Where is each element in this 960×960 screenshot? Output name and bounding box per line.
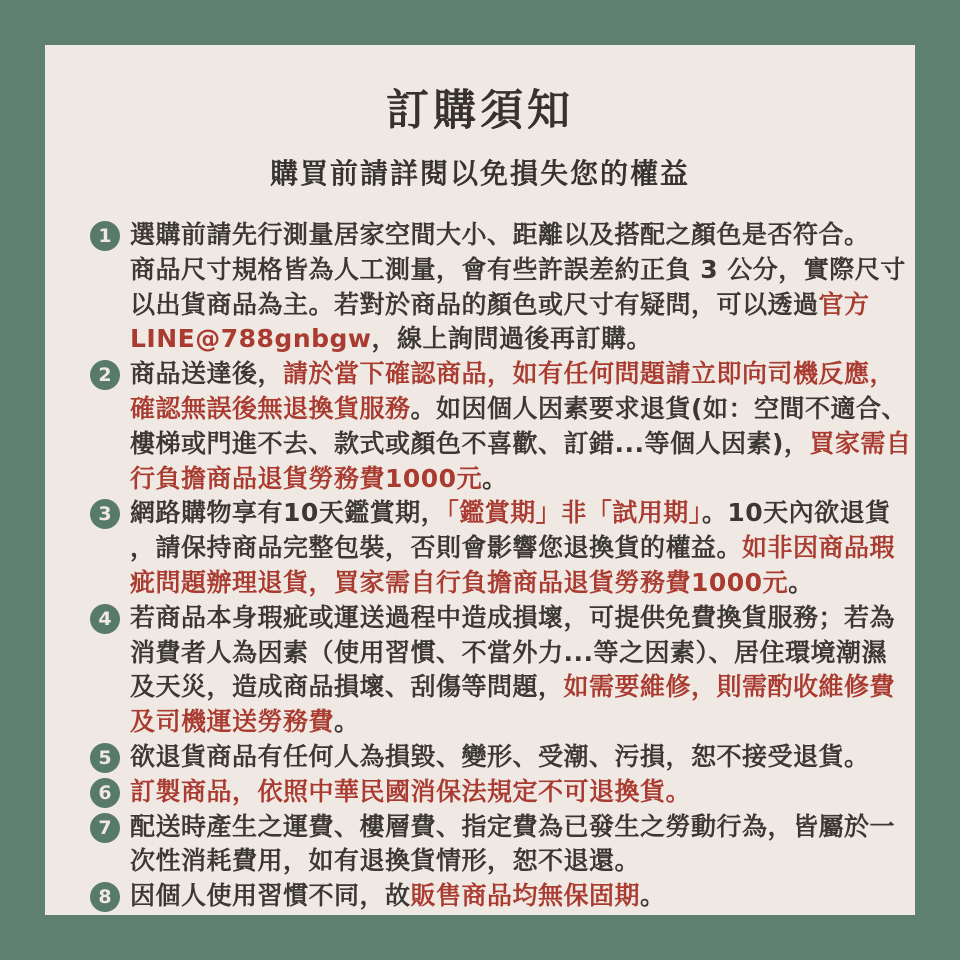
notice-item-3 [90, 496, 896, 600]
notice-panel [45, 45, 915, 915]
notice-item-1 [90, 218, 906, 357]
notice-text-segment: 商品尺寸規格皆為人工測量，會有些許誤差約正負 3 公分，實際尺寸 [130, 254, 906, 284]
notice-text-segment: 如非因商品瑕 [742, 533, 896, 563]
notice-text-segment: 。10天內欲退貨 [701, 498, 891, 528]
notice-text-segment: 。 [640, 881, 666, 911]
notice-text-segment: 消費者人為因素（使用習慣、不當外力...等之因素）、居住環境潮濕 [130, 637, 887, 667]
notice-line [130, 427, 912, 462]
notice-text-segment: 網路購物享有10天鑑賞期， [130, 498, 447, 528]
notice-text-segment: 及司機運送勞務費 [130, 707, 335, 737]
notice-item-4 [90, 601, 896, 740]
notice-line [130, 357, 896, 392]
notice-text-segment: ，線上詢問過後再訂購。 [371, 324, 653, 354]
item-number-badge: 8 [90, 882, 120, 912]
notice-line [130, 322, 877, 357]
item-number-badge: 1 [90, 221, 120, 251]
item-number-badge: 6 [90, 778, 120, 808]
notice-text-segment: 販售商品均無保固期 [410, 881, 641, 911]
notice-text-segment: 買家需自 [809, 428, 912, 458]
notice-text [130, 601, 896, 740]
notice-text-segment: 商品送達後， [130, 359, 284, 389]
notice-text [130, 218, 906, 357]
notice-text-segment: 次性消耗費用，如有退換貨情形，恕不退還。 [130, 846, 641, 876]
notice-line [130, 879, 877, 914]
item-number-badge: 5 [90, 743, 120, 773]
notice-text-segment: 。 [334, 707, 360, 737]
notice-line [130, 601, 896, 636]
notice-line [130, 740, 877, 775]
item-number-badge: 4 [90, 604, 120, 634]
notice-line [130, 636, 887, 671]
notice-text-segment: 「鑑賞期」非「試用期」 [446, 498, 702, 528]
item-number-badge: 7 [90, 813, 120, 843]
notice-line [130, 810, 896, 845]
notice-text-segment: 確認無誤後無退換貨服務 [130, 393, 411, 423]
notice-text [130, 879, 877, 914]
notice-text-segment: 官方 [818, 289, 870, 319]
notice-line [130, 218, 877, 253]
notice-line [130, 288, 877, 323]
notice-item-7 [90, 810, 896, 880]
item-number-badge: 2 [90, 360, 120, 390]
notice-text [130, 496, 896, 600]
notice-text-segment: 訂製商品，依照中華民國消保法規定不可退換貨。 [130, 776, 692, 806]
notice-item-5 [90, 740, 877, 775]
notice-text-segment: 。 [482, 463, 508, 493]
notice-line [130, 844, 877, 879]
notice-text-segment: ，請保持商品完整包裝，否則會影響您退換貨的權益。 [130, 533, 743, 563]
notice-text-segment: 若商品本身瑕疵或運送過程中造成損壞，可提供免費換貨服務；若為 [130, 602, 896, 632]
item-number-badge: 3 [90, 499, 120, 529]
notice-text-segment: 如需要維修，則需酌收維修費 [563, 672, 896, 702]
notice-text [130, 357, 912, 496]
notice-text-segment: 及天災，造成商品損壞、刮傷等問題， [130, 672, 564, 702]
notice-text-segment: 欲退貨商品有任何人為損毀、變形、受潮、污損，恕不接受退貨。 [130, 741, 870, 771]
notice-text-segment: 行負擔商品退貨勞務費1000元 [130, 463, 483, 493]
notice-text-segment: 以出貨商品為主。若對於商品的顏色或尺寸有疑問，可以透過 [130, 289, 819, 319]
notice-line [130, 462, 877, 497]
notice-text-segment: LINE@788gnbgw [130, 324, 372, 354]
notice-text-segment: 請於當下確認商品，如有任何問題請立即向司機反應， [283, 359, 896, 389]
notice-list [45, 218, 915, 914]
notice-item-6 [90, 775, 877, 810]
notice-text [130, 740, 877, 775]
notice-text [130, 775, 877, 810]
notice-item-2 [90, 357, 912, 496]
notice-text-segment: 。 [788, 567, 814, 597]
notice-text-segment: 選購前請先行測量居家空間大小、距離以及搭配之顏色是否符合。 [130, 220, 870, 249]
notice-text-segment: 因個人使用習慣不同，故 [130, 881, 411, 911]
notice-line [130, 531, 896, 566]
notice-text-segment: 樓梯或門進不去、款式或顏色不喜歡、訂錯...等個人因素)， [130, 428, 810, 458]
notice-text-segment: 疵問題辦理退貨，買家需自行負擔商品退貨勞務費1000元 [130, 567, 789, 597]
page-title: 訂購須知 [386, 86, 574, 136]
notice-line [130, 705, 877, 740]
notice-line [130, 670, 896, 705]
notice-line [130, 496, 891, 531]
notice-line [130, 566, 877, 601]
notice-line [130, 253, 906, 288]
notice-text [130, 810, 896, 880]
notice-line [130, 775, 877, 810]
page-subtitle: 購買前請詳閱以免損失您的權益 [269, 157, 690, 190]
notice-item-8 [90, 879, 877, 914]
notice-text-segment: 配送時產生之運費、樓層費、指定費為已發生之勞動行為，皆屬於一 [130, 811, 896, 841]
notice-text-segment: 。如因個人因素要求退貨(如：空間不適合、 [410, 393, 907, 423]
notice-line [130, 392, 907, 427]
